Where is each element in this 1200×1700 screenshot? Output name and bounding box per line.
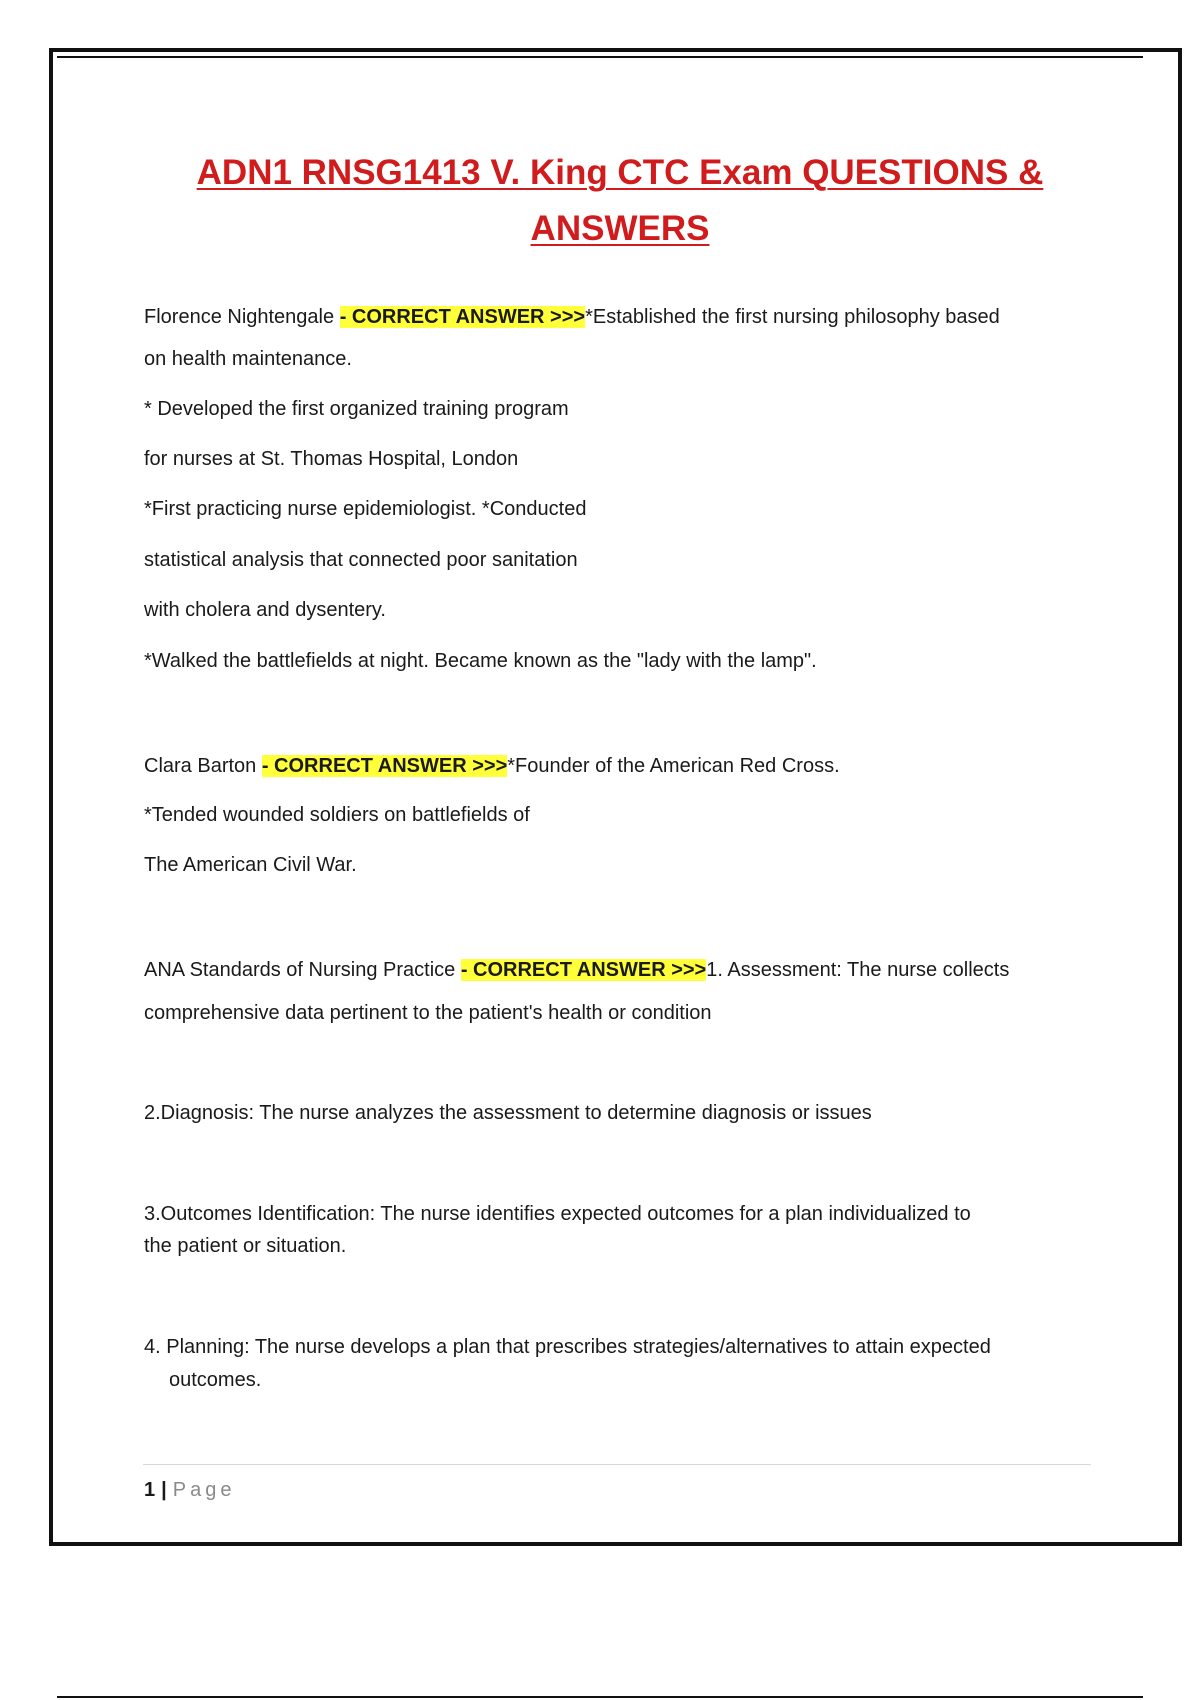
qa-line: *Walked the battlefields at night. Became known as the "lady with the lamp". [144, 650, 817, 672]
qa-line: on health maintenance. [144, 348, 352, 370]
correct-answer-marker: - CORRECT ANSWER >>> [460, 959, 707, 981]
qa-line-first [144, 306, 1000, 329]
qa-line: 4. Planning: The nurse develops a plan that prescribes strategies/alternatives to attain expected [144, 1336, 991, 1358]
qa-line-first [144, 959, 1009, 982]
qa-line: with cholera and dysentery. [144, 599, 386, 621]
qa-line: the patient or situation. [144, 1235, 347, 1257]
qa-answer-first: *Founder of the American Red Cross. [507, 755, 840, 777]
document-title: ADN1 RNSG1413 V. King CTC Exam QUESTIONS & ANSWERS [196, 153, 1044, 248]
qa-line-first [144, 755, 840, 778]
qa-line: outcomes. [169, 1369, 262, 1391]
page-frame [49, 48, 1182, 1546]
page-footer [144, 1479, 235, 1502]
page-separator: | [161, 1479, 167, 1501]
qa-line: The American Civil War. [144, 854, 357, 876]
footer-rule [143, 1464, 1091, 1465]
qa-answer-first: 1. Assessment: The nurse collects [706, 959, 1010, 981]
qa-line: *First practicing nurse epidemiologist. *Conducted [144, 498, 587, 520]
qa-line: 2.Diagnosis: The nurse analyzes the assessment to determine diagnosis or issues [144, 1102, 872, 1124]
bottom-rule [57, 1696, 1143, 1698]
qa-line: *Tended wounded soldiers on battlefields of [144, 804, 530, 826]
qa-answer-first: *Established the first nursing philosophy based [585, 306, 1000, 328]
qa-line: statistical analysis that connected poor sanitation [144, 549, 578, 571]
correct-answer-marker: - CORRECT ANSWER >>> [261, 755, 508, 777]
page-label: Page [172, 1479, 236, 1501]
correct-answer-marker: - CORRECT ANSWER >>> [339, 306, 586, 328]
qa-term: ANA Standards of Nursing Practice [144, 959, 456, 981]
qa-line: * Developed the first organized training program [144, 398, 569, 420]
qa-line: 3.Outcomes Identification: The nurse identifies expected outcomes for a plan individualized to [144, 1203, 971, 1225]
page-number: 1 [144, 1479, 156, 1501]
qa-line: for nurses at St. Thomas Hospital, London [144, 448, 519, 470]
qa-term: Clara Barton [144, 755, 257, 777]
qa-line: comprehensive data pertinent to the patient's health or condition [144, 1002, 712, 1024]
qa-term: Florence Nightengale [144, 306, 335, 328]
